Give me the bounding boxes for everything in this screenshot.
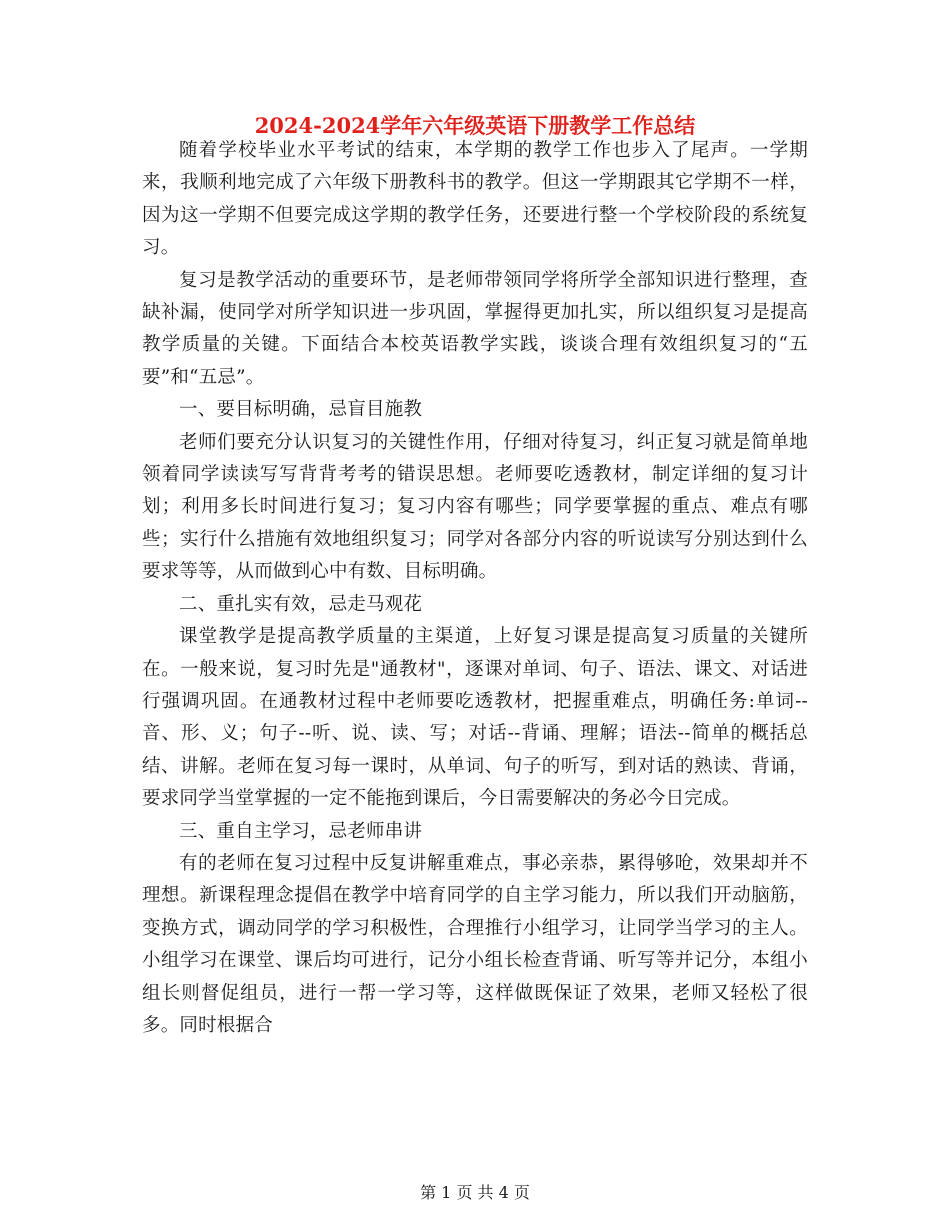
paragraph-section-3: 有的老师在复习过程中反复讲解重难点，事必亲恭，累得够呛，效果却并不理想。新课程理念提倡在教学中培育同学的自主学习能力，所以我们开动脑筋，变换方式，调动同学的学习积极性，合理推行小组学习，让同学当学习的主人。小组学习在课堂、课后均可进行，记分小组长检查背诵、听写等并记分，本组小组长则督促组员，进行一帮一学习等，这样做既保证了效果，老师又轻松了很多。同时根据合 [142, 852, 808, 1036]
section-heading-2: 二、重扎实有效，忌走马观花 [179, 593, 423, 615]
paragraph-intro: 随着学校毕业水平考试的结束，本学期的教学工作也步入了尾声。一学期来，我顺利地完成了六年级下册教科书的教学。但这一学期跟其它学期不一样，因为这一学期不但要完成这学期的教学任务，还要进行整一个学校阶段的系统复习。 [142, 140, 808, 259]
section-heading-1: 一、要目标明确，忌盲目施教 [179, 399, 423, 421]
paragraph-review-importance: 复习是教学活动的重要环节，是老师带领同学将所学全部知识进行整理，查缺补漏，使同学对所学知识进一步巩固，掌握得更加扎实，所以组织复习是提高教学质量的关键。下面结合本校英语教学实践，谈谈合理有效组织复习的“五要”和“五忌”。 [142, 269, 808, 388]
document-title: 2024-2024学年六年级英语下册教学工作总结 [254, 113, 696, 138]
document-body [142, 135, 808, 1042]
paragraph-section-1: 老师们要充分认识复习的关键性作用，仔细对待复习，纠正复习就是简单地领着同学读读写写背背考考的错误思想。老师要吃透教材，制定详细的复习计划；利用多长时间进行复习；复习内容有哪些；同学要掌握的重点、难点有哪些；实行什么措施有效地组织复习；同学对各部分内容的听说读写分别达到什么要求等等，从而做到心中有数、目标明确。 [142, 431, 808, 583]
page-number-footer: 第 1 页 共 4 页 [420, 1183, 530, 1202]
paragraph-section-2: 课堂教学是提高教学质量的主渠道，上好复习课是提高复习质量的关键所在。一般来说，复习时先是"通教材"，逐课对单词、句子、语法、课文、对话进行强调巩固。在通教材过程中老师要吃透教材，把握重难点，明确任务:单词--音、形、义；句子--听、说、读、写；对话--背诵、理解；语法--简单的概括总结、讲解。老师在复习每一课时，从单词、句子的听写，到对话的熟读、背诵，要求同学当堂掌握的一定不能拖到课后，今日需要解决的务必今日完成。 [142, 626, 808, 810]
section-heading-3: 三、重自主学习，忌老师串讲 [179, 820, 423, 842]
